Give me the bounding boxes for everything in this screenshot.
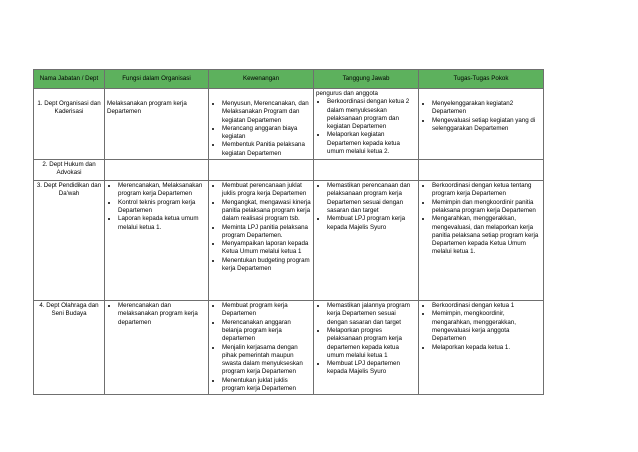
organization-table	[33, 69, 544, 395]
list-item: • Memastikan jalannya program kerja Departemen sesuai dengan sasaran dan target	[327, 302, 416, 327]
header-tanggung-jawab: Tanggung Jawab	[314, 70, 419, 89]
header-nama: Nama Jabatan / Dept	[34, 70, 105, 89]
tugas-cell	[419, 301, 544, 395]
fungsi-cell	[105, 160, 209, 181]
dept-name: 2. Dept Hukum dan Advokasi	[34, 160, 105, 181]
list-item: • Membuat LPJ program kerja kepada Majelis Syuro	[327, 215, 416, 232]
header-fungsi: Fungsi dalam Organisasi	[105, 70, 209, 89]
list-item: • Menjalin kerjasama dengan pihak pemerintah maupun swasta dalam menyukseskan program kerja Departemen	[222, 344, 311, 377]
list-item: • Melaporkan kepada ketua 1.	[432, 344, 541, 352]
list-item: • Menentukan juklat juklis program kerja Departemen	[222, 377, 311, 394]
list-item: • Menyampaikan laporan kepada Ketua Umum melalui ketua 1	[222, 240, 311, 257]
fungsi-text: Melaksanakan program kerja Departemen	[107, 100, 187, 116]
kewenangan-cell	[209, 160, 314, 181]
bullet-list	[211, 100, 311, 158]
header-row	[34, 70, 544, 89]
table-row	[34, 301, 544, 395]
fungsi-cell	[105, 89, 209, 160]
kewenangan-cell	[209, 301, 314, 395]
list-item: • Memastikan perencanaan dan pelaksanaan program kerja Departemen sesuai dengan sasaran dan target	[327, 182, 416, 215]
tugas-cell	[419, 181, 544, 301]
bullet-list	[211, 182, 311, 273]
list-item: • Berkoordinasi dengan ketua 1	[432, 302, 541, 310]
list-item: • Merencanakan, Melaksanakan program kerja Departemen	[118, 182, 206, 199]
list-item: • Merancang anggaran biaya kegiatan	[222, 125, 311, 142]
tanggung-jawab-cell	[314, 301, 419, 395]
list-item: • Memimpin dan mengkoordinir panitia pelaksana program kerja Departemen	[432, 199, 541, 216]
table-row	[34, 160, 544, 181]
dept-name-text: 1. Dept Organisasi dan Kaderisasi	[37, 100, 101, 116]
tanggung-jawab-cell	[314, 181, 419, 301]
bullet-list	[421, 302, 541, 352]
list-item: • Menyusun, Merencanakan, dan Melaksanakan Program dan kegiatan Departemen	[222, 100, 311, 125]
bullet-list	[316, 98, 416, 156]
bullet-list	[316, 182, 416, 232]
list-item: • Meminta LPJ panitia pelaksana program Departemen.	[222, 224, 311, 241]
list-item: • Berkoordinasi dengan ketua 2 dalam menyukseskan pelaksanaan program dan kegiatan Departemen	[327, 98, 416, 131]
list-item: • Membuat perencanaan juklat juklis progra kerja Departemen	[222, 182, 311, 199]
list-item: • Menyelenggarakan kegiatan2 Departemen	[432, 100, 541, 117]
header-kewenangan: Kewenangan	[209, 70, 314, 89]
dept-name: 4. Dept Olahraga dan Seni Budaya	[34, 301, 105, 395]
dept-name	[34, 89, 105, 160]
tugas-cell	[419, 89, 544, 160]
list-item: • Berkoordinasi dengan ketua tentang program kerja Departemen	[432, 182, 541, 199]
list-item: • Membuat program kerja Departemen	[222, 302, 311, 319]
fungsi-cell	[105, 181, 209, 301]
list-item: • Memimpin, mengkoordinir, mengarahkan, menggerakkan, mengevaluasi kerja anggota Departemen	[432, 310, 541, 343]
list-item: • Laporan kepada ketua umum melalui ketua 1.	[118, 215, 206, 232]
bullet-list	[107, 182, 206, 232]
list-item: • Mengarahkan, menggerakkan, mengevaluasi, dan melaporkan kerja panitia pelaksana setiap program kerja Departemen kepada Ketua Umum melalui ketua 1.	[432, 215, 541, 256]
tugas-cell	[419, 160, 544, 181]
bullet-list	[421, 100, 541, 133]
fungsi-cell	[105, 301, 209, 395]
list-item: • Menentukan budgeting program kerja Departemen	[222, 257, 311, 274]
bullet-list	[211, 302, 311, 393]
list-item: • Merencanakan dan melaksanakan program kerja departemen	[118, 302, 206, 327]
list-item: • Merencanakan anggaran belanja program kerja departemen	[222, 319, 311, 344]
table-row	[34, 89, 544, 160]
list-item: • Mengangkat, mengawasi kinerja panitia pelaksana program kerja dalam realisasi program tsb.	[222, 199, 311, 224]
bullet-list	[107, 302, 206, 327]
tanggung-jawab-cell	[314, 89, 419, 160]
continuation-text: pengurus dan anggota	[316, 90, 378, 97]
list-item: • Membuat LPJ departemen kepada Majelis Syuro	[327, 360, 416, 377]
kewenangan-cell	[209, 181, 314, 301]
table-row	[34, 181, 544, 301]
list-item: • Melaporkan progres pelaksanaan program kerja departemen kepada ketua umum melalui ketua 1	[327, 327, 416, 360]
dept-name: 3. Dept Pendidikan dan Da'wah	[34, 181, 105, 301]
bullet-list	[316, 302, 416, 377]
list-item: • Membentuk Panitia pelaksana kegiatan Departemen	[222, 141, 311, 158]
list-item: • Kontrol teknis program kerja Departemen	[118, 199, 206, 216]
bullet-list	[421, 182, 541, 257]
kewenangan-cell	[209, 89, 314, 160]
list-item: • Melaporkan kegiatan Departemen kepada ketua umum melalui ketua 2.	[327, 131, 416, 156]
header-tugas: Tugas-Tugas Pokok	[419, 70, 544, 89]
tanggung-jawab-cell	[314, 160, 419, 181]
list-item: • Mengevaluasi setiap kegiatan yang di selenggarakan Departemen	[432, 117, 541, 134]
